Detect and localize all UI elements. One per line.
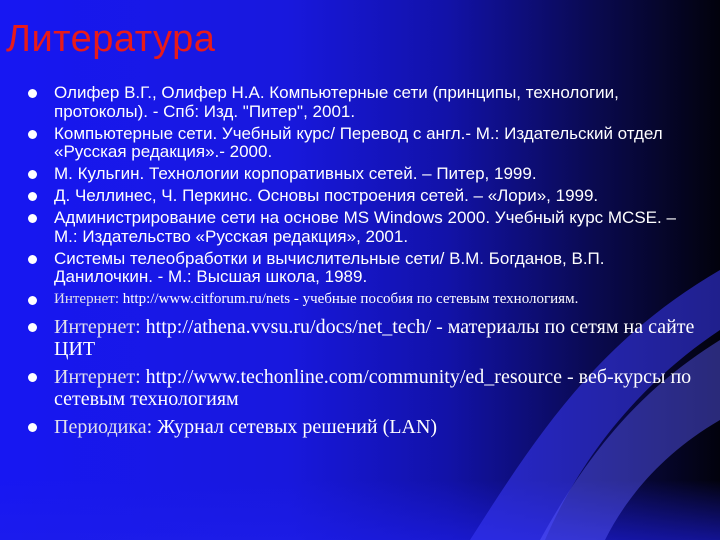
list-item <box>28 209 698 246</box>
list-item <box>28 84 698 121</box>
item-text: Д. Челлинес, Ч. Перкинс. Основы построения сетей. – «Лори», 1999. <box>54 186 599 205</box>
reference-list <box>28 84 698 444</box>
item-label: Интернет: <box>54 366 141 388</box>
slide-title: Литература <box>6 18 216 60</box>
bullet-icon <box>28 130 37 139</box>
list-item <box>28 165 698 184</box>
item-label: Периодика: <box>54 416 153 438</box>
list-item <box>28 125 698 162</box>
item-text: http://athena.vvsu.ru/docs/net_tech/ - материалы по сетям на сайте ЦИТ <box>54 316 695 360</box>
item-text: Системы телеобработки и вычислительные сети/ В.М. Богданов, В.П. Данилочкин. - М.: Высшая школа, 1989. <box>54 248 605 286</box>
item-text: http://www.techonline.com/community/ed_resource - веб-курсы по сетевым технологиям <box>54 366 692 410</box>
list-item <box>28 366 698 410</box>
item-text: М. Кульгин. Технологии корпоративных сетей. – Питер, 1999. <box>54 164 537 183</box>
list-item <box>28 250 698 287</box>
bullet-icon <box>28 89 37 98</box>
bullet-icon <box>28 170 37 179</box>
item-text: http://www.citforum.ru/nets - учебные пособия по сетевым технологиям. <box>122 291 579 307</box>
item-label: Интернет: <box>54 316 141 338</box>
bullet-icon <box>28 192 37 201</box>
bullet-icon <box>28 323 37 332</box>
item-text: Компьютерные сети. Учебный курс/ Перевод с англ.- М.: Издательский отдел «Русская редакция».- 2000. <box>54 123 663 161</box>
item-text: Администрирование сети на основе MS Windows 2000. Учебный курс MCSE. – М.: Издательство «Русская редакция», 2001. <box>54 208 676 246</box>
list-item <box>28 290 698 309</box>
item-text: Журнал сетевых решений (LAN) <box>157 416 438 438</box>
list-item <box>28 187 698 206</box>
bullet-icon <box>28 423 37 432</box>
bullet-icon <box>28 214 37 223</box>
bullet-icon <box>28 255 37 264</box>
item-label: Интернет: <box>54 291 119 307</box>
list-item <box>28 316 698 360</box>
list-item <box>28 416 698 438</box>
item-text: Олифер В.Г., Олифер Н.А. Компьютерные сети (принципы, технологии, протоколы). - Спб: Изд. "Питер", 2001. <box>54 83 619 121</box>
bullet-icon <box>28 373 37 382</box>
bullet-icon <box>28 296 37 305</box>
